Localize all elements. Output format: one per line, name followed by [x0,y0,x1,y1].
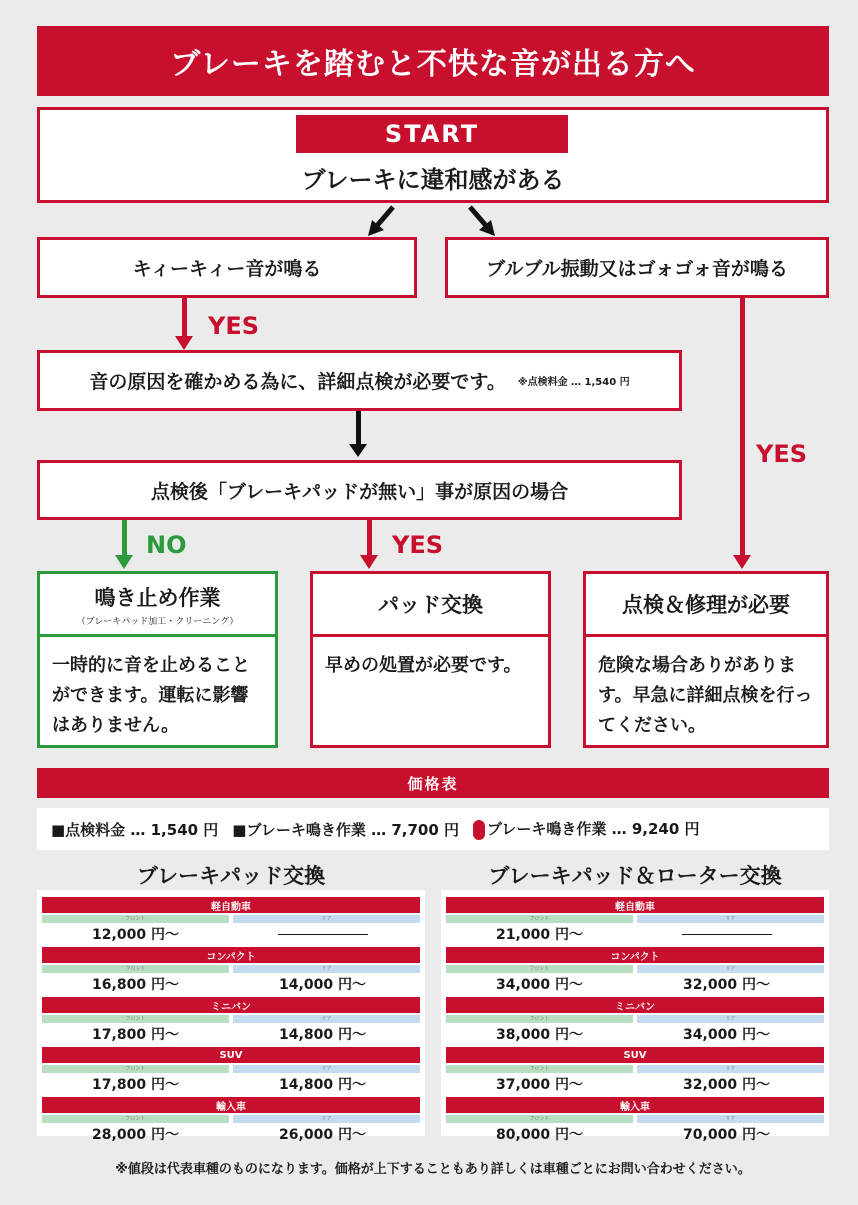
position-labels [446,1015,824,1023]
vehicle-category: ミニバン [42,997,420,1013]
yes-arrow-line-middle [367,520,372,557]
price-block [446,947,824,995]
vehicle-category: 軽自動車 [446,897,824,913]
front-price: 80,000 円〜 [496,1127,583,1143]
rear-price: 14,000 円〜 [279,977,366,993]
card-inspection-repair [583,571,829,748]
rear-label: リア [233,915,420,923]
inspection-note: ※点検料金 … 1,540 円 [517,377,630,388]
front-label: フロント [446,1065,633,1073]
price-values [446,1023,824,1045]
rear-label: リア [637,1065,824,1073]
yes-arrow-line-right [740,298,745,557]
price-block [42,1047,420,1095]
yes-label-left: YES [208,312,260,340]
position-labels [42,1015,420,1023]
position-labels [446,915,824,923]
price-table-header: 価格表 [37,768,829,798]
not-applicable-dash [682,934,772,935]
price-squeal-fix-stamped: ブレーキ鳴き作業 … 9,240 円 [473,818,714,840]
price-values [446,923,824,945]
rear-label: リア [637,1115,824,1123]
card-title: パッド交換 [378,593,483,617]
position-labels [42,1115,420,1123]
after-inspection-box [37,460,682,520]
yes-label-middle: YES [392,531,444,559]
vehicle-category: コンパクト [42,947,420,963]
price-values [446,1123,824,1145]
inspection-box [37,350,682,411]
price-values [42,923,420,945]
front-price: 37,000 円〜 [496,1077,583,1093]
arrow-down-icon [175,336,193,350]
rear-label: リア [637,965,824,973]
after-inspection-text: 点検後「ブレーキパッドが無い」事が原因の場合 [150,480,569,503]
rear-price: 14,800 円〜 [279,1027,366,1043]
card-body: 一時的に音を止めることができます。運転に影響はありません。 [52,655,250,736]
price-block [42,1097,420,1145]
position-labels [42,965,420,973]
vehicle-category: 輸入車 [42,1097,420,1113]
front-label: フロント [42,1115,229,1123]
arrow-line-black [356,411,361,447]
pad-section-title: ブレーキパッド交換 [136,864,326,888]
front-price: 21,000 円〜 [496,927,583,943]
rear-price: 32,000 円〜 [683,977,770,993]
rear-price: 70,000 円〜 [683,1127,770,1143]
vehicle-category: 輸入車 [446,1097,824,1113]
left-symptom-box [37,237,417,298]
position-labels [446,965,824,973]
rear-label: リア [233,1065,420,1073]
front-label: フロント [42,915,229,923]
rotor-price-table [441,890,829,1143]
card-title: 鳴き止め作業 [94,585,221,610]
vehicle-category: 軽自動車 [42,897,420,913]
arrow-down-left-icon [368,207,393,236]
rear-label: リア [637,1015,824,1023]
front-price: 28,000 円〜 [92,1127,179,1143]
price-values [42,973,420,995]
price-values [42,1073,420,1095]
front-label: フロント [446,1015,633,1023]
stamp-icon [473,820,485,840]
price-values [446,973,824,995]
price-block [42,897,420,945]
arrow-down-green-icon [115,555,133,569]
front-price: 38,000 円〜 [496,1027,583,1043]
vehicle-category: SUV [446,1047,824,1063]
front-label: フロント [42,1015,229,1023]
rear-label: リア [233,1015,420,1023]
rear-price [229,926,416,942]
front-label: フロント [446,965,633,973]
arrow-down-right-icon [470,207,495,236]
rear-label: リア [233,1115,420,1123]
front-price: 17,800 円〜 [92,1077,179,1093]
rear-price: 34,000 円〜 [683,1027,770,1043]
price-block [42,997,420,1045]
card-subtitle: （ブレーキパッド加工・クリーニング） [76,616,239,627]
inspection-text: 音の原因を確かめる為に、詳細点検が必要です。 [89,371,506,393]
no-label: NO [146,531,187,559]
front-price: 34,000 円〜 [496,977,583,993]
price-inspection: ■点検料金 … 1,540 円 [51,820,219,839]
front-label: フロント [42,1065,229,1073]
start-label: START [296,115,568,153]
left-symptom-text: キィーキィー音が鳴る [132,258,322,280]
rotor-section-title: ブレーキパッド＆ローター交換 [488,864,782,888]
card-pad-replacement [310,571,551,748]
footnote: ※値段は代表車種のものになります。価格が上下することもあり詳しくは車種ごとにお問い合わせください。 [115,1162,751,1177]
rear-price [633,926,820,942]
price-block [446,1047,824,1095]
front-label: フロント [446,915,633,923]
rear-label: リア [637,915,824,923]
split-arrows [360,204,500,238]
price-block [446,897,824,945]
right-symptom-box [445,237,829,298]
price-block [446,1097,824,1145]
price-values [42,1123,420,1145]
position-labels [446,1065,824,1073]
rear-price: 14,800 円〜 [279,1077,366,1093]
front-price: 12,000 円〜 [92,927,179,943]
yes-label-right: YES [756,440,808,468]
price-values [42,1023,420,1045]
vehicle-category: コンパクト [446,947,824,963]
vehicle-category: SUV [42,1047,420,1063]
card-header [313,574,548,637]
price-block [446,997,824,1045]
front-label: フロント [42,965,229,973]
rear-price: 32,000 円〜 [683,1077,770,1093]
position-labels [446,1115,824,1123]
position-labels [42,915,420,923]
price-values [446,1073,824,1095]
card-body: 危険な場合ありがあります。早急に詳細点検を行ってください。 [598,655,813,736]
price-summary-row [37,808,829,850]
pad-price-table [37,890,425,1143]
position-labels [42,1065,420,1073]
card-title: 点検＆修理が必要 [622,593,790,617]
price-squeal-fix: ■ブレーキ鳴き作業 … 7,700 円 [232,820,459,839]
not-applicable-dash [278,934,368,935]
yes-arrow-line-left [182,298,187,338]
page-title: ブレーキを踏むと不快な音が出る方へ [37,26,829,96]
start-text: ブレーキに違和感がある [301,166,565,194]
front-label: フロント [446,1115,633,1123]
no-arrow-line [122,520,127,557]
right-symptom-text: ブルブル振動又はゴォゴォ音が鳴る [486,258,788,280]
card-header [40,574,275,637]
card-squeal-fix [37,571,278,748]
front-price: 17,800 円〜 [92,1027,179,1043]
rear-label: リア [233,965,420,973]
vehicle-category: ミニバン [446,997,824,1013]
rear-price: 26,000 円〜 [279,1127,366,1143]
card-header [586,574,826,637]
card-body: 早めの処置が必要です。 [325,655,522,676]
arrow-down-icon [733,555,751,569]
price-block [42,947,420,995]
arrow-down-icon [360,555,378,569]
front-price: 16,800 円〜 [92,977,179,993]
arrow-down-black-icon [349,444,367,457]
